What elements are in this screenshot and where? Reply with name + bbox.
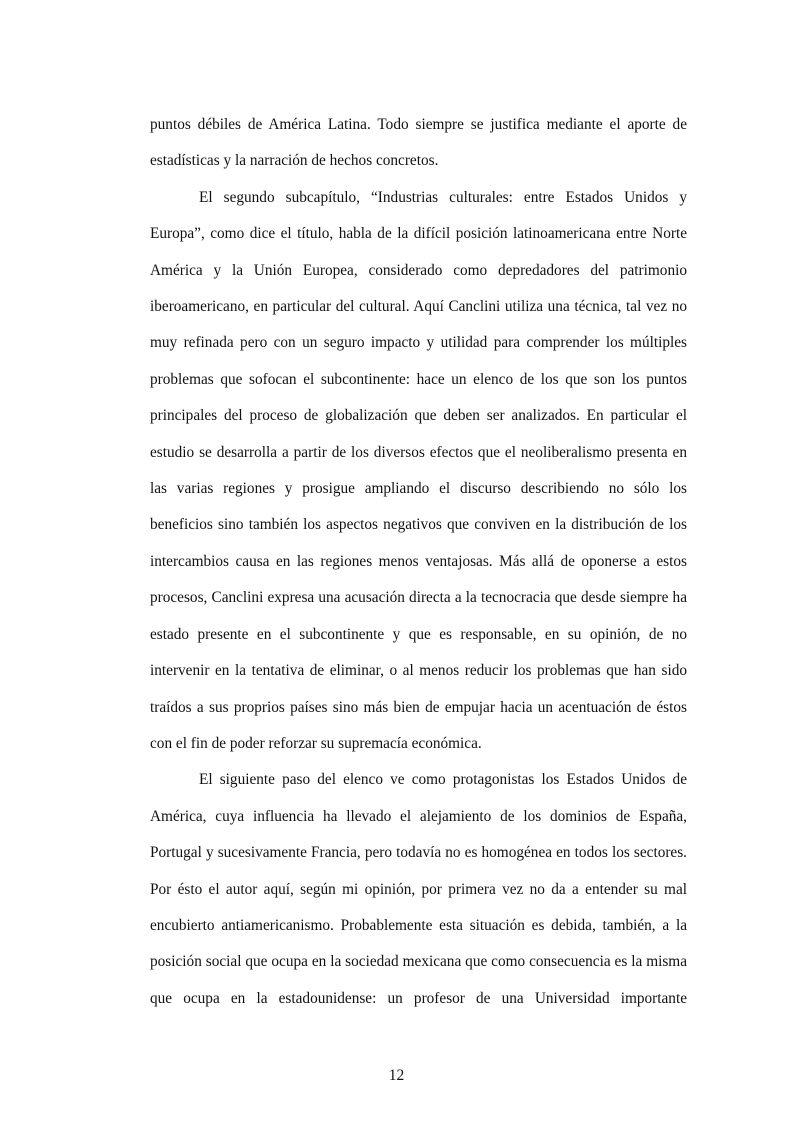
page-number: 12 xyxy=(388,1067,405,1084)
paragraph-2: El segundo subcapítulo, “Industrias culturales: entre Estados Unidos y Europa”, como dice el título, habla de la difícil posición latinoamericana entre Norte América y la Unión Europea, considerado como depredadores del patrimonio iberoamericano, en particular del cultural. Aquí Canclini utiliza una técnica, tal vez no muy refinada pero con un seguro impacto y utilidad para comprender los múltiples problemas que sofocan el subcontinente: hace un elenco de los que son los puntos principales del proceso de globalización que deben ser analizados. En particular el estudio se desarrolla a partir de los diversos efectos que el neoliberalismo presenta en las varias regiones y prosigue ampliando el discurso describiendo no sólo los beneficios sino también los aspectos negativos que conviven en la distribución de los intercambios causa en las regiones menos ventajosas. Más allá de oponerse a estos procesos, Canclini expresa una acusación directa a la tecnocracia que desde siempre ha estado presente en el subcontinente y que es responsable, en su opinión, de no intervenir en la tentativa de eliminar, o al menos reducir los problemas que han sido traídos a sus proprios países sino más bien de empujar hacia un acentuación de éstos con el fin de poder reforzar su supremacía económica. xyxy=(150,188,687,752)
paragraph-1: puntos débiles de América Latina. Todo siempre se justifica mediante el aporte de estadísticas y la narración de hechos concretos. xyxy=(150,116,687,170)
paragraph-3: El siguiente paso del elenco ve como protagonistas los Estados Unidos de América, cuya influencia ha llevado el alejamiento de los dominios de España, Portugal y sucesivamente Francia, pero todavía no es homogénea en todos los sectores. Por ésto el autor aquí, según mi opinión, por primera vez no da a entender su mal encubierto antiamericanismo. Probablemente esta situación es debida, también, a la posición social que ocupa en la sociedad mexicana que como consecuencia es la misma que ocupa en la estadounidense: un profesor de una Universidad importante xyxy=(150,771,687,1007)
body-text xyxy=(150,107,687,1017)
